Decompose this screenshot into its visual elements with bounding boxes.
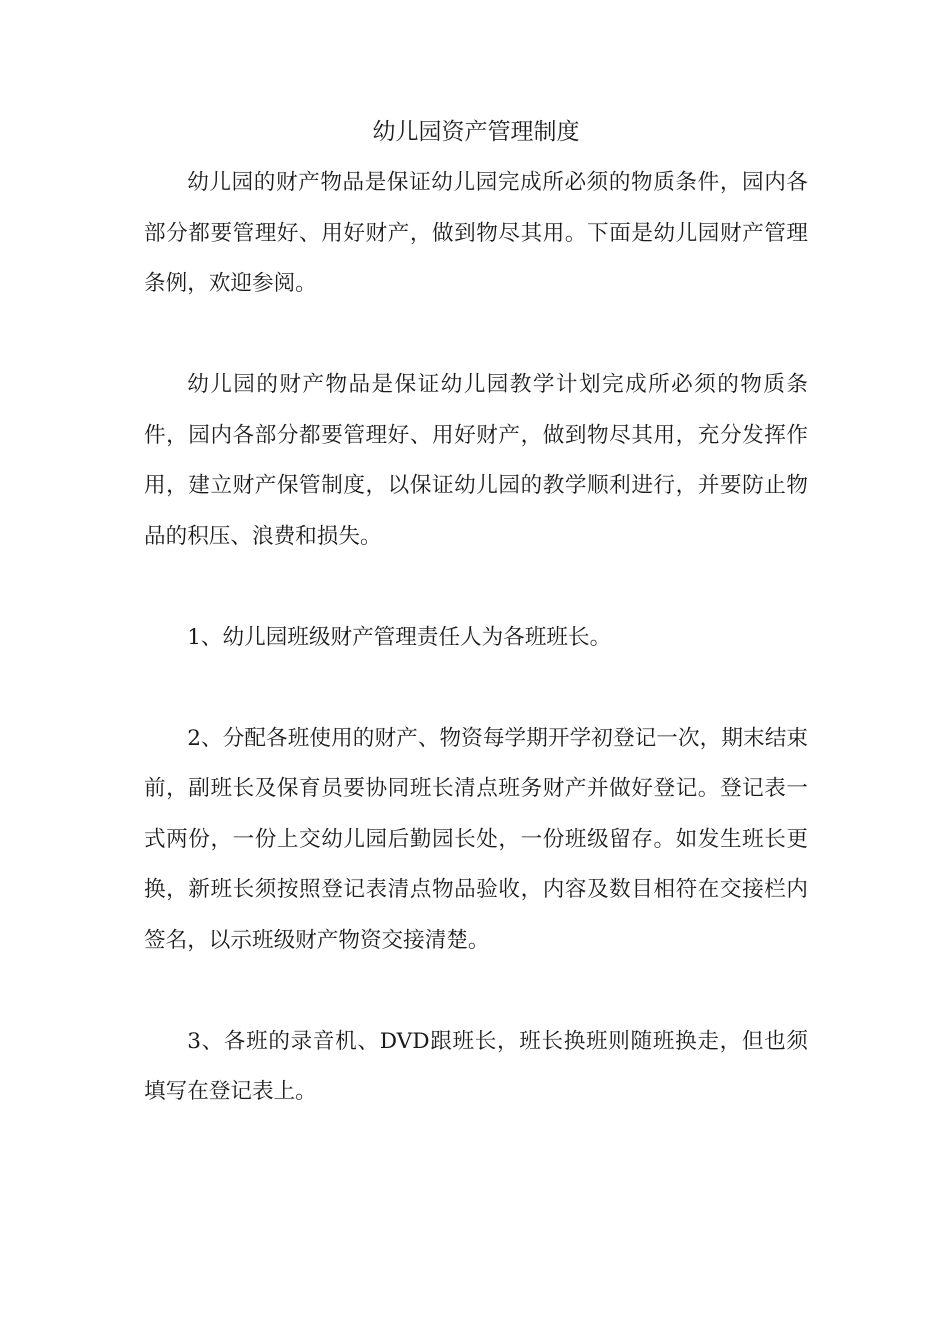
paragraph-overview: 幼儿园的财产物品是保证幼儿园教学计划完成所必须的物质条件，园内各部分都要管理好、用好财产，做到物尽其用，充分发挥作用，建立财产保管制度，以保证幼儿园的教学顺利进行，并要防止物品的积压、浪费和损失。: [144, 372, 808, 549]
document-body: [144, 112, 808, 1118]
paragraph-rule-3: 3、各班的录音机、DVD跟班长，班长换班则随班换走，但也须填写在登记表上。: [144, 1028, 808, 1104]
document-title: 幼儿园资产管理制度: [372, 119, 580, 145]
paragraph-intro: 幼儿园的财产物品是保证幼儿园完成所必须的物质条件，园内各部分都要管理好、用好财产，做到物尽其用。下面是幼儿园财产管理条例，欢迎参阅。: [144, 170, 808, 296]
paragraph-spacer: [144, 310, 808, 361]
paragraph-rule-1: 1、幼儿园班级财产管理责任人为各班班长。: [187, 624, 612, 650]
paragraph-spacer: [144, 663, 808, 714]
paragraph-rule-2: 2、分配各班使用的财产、物资每学期开学初登记一次，期末结束前，副班长及保育员要协同班长清点班务财产并做好登记。登记表一式两份，一份上交幼儿园后勤园长处，一份班级留存。如发生班长更换，新班长须按照登记表清点物品验收，内容及数目相符在交接栏内签名，以示班级财产物资交接清楚。: [144, 725, 808, 953]
paragraph-spacer: [144, 562, 808, 613]
paragraph-spacer: [144, 966, 808, 1017]
